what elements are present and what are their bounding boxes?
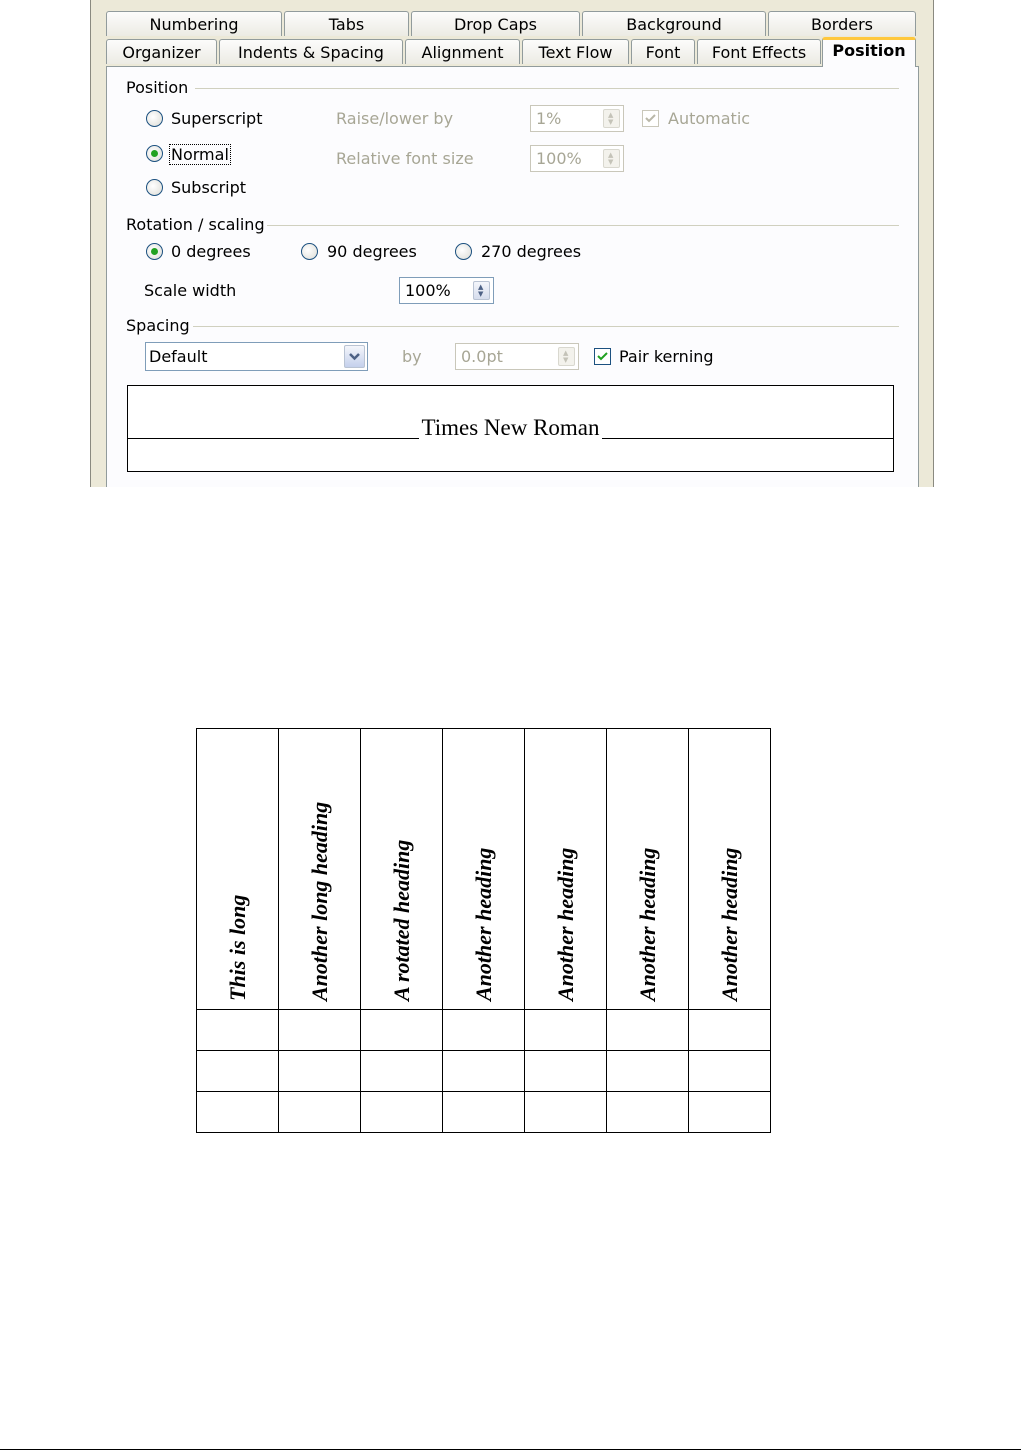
table-header-cell (607, 729, 689, 1010)
raise-lower-spinner[interactable] (530, 105, 624, 132)
scale-width-label: Scale width (144, 281, 237, 300)
relative-font-size-label: Relative font size (336, 149, 474, 168)
relative-font-size-value: 100% (536, 149, 582, 168)
table-cell (279, 1051, 361, 1092)
spacing-mode-select[interactable] (145, 342, 368, 371)
tab-numbering[interactable]: Numbering (106, 11, 282, 36)
table-cell (525, 1010, 607, 1051)
table-cell (361, 1051, 443, 1092)
tab-borders[interactable]: Borders (768, 11, 916, 36)
table-cell (361, 1010, 443, 1051)
spacing-by-label: by (402, 347, 422, 366)
superscript-label[interactable]: Superscript (171, 109, 263, 128)
spacing-by-value: 0.0pt (461, 347, 503, 366)
tab-text-flow[interactable]: Text Flow (522, 39, 629, 64)
table-cell (689, 1051, 771, 1092)
table-cell (607, 1010, 689, 1051)
table-cell (361, 1092, 443, 1133)
raise-lower-value: 1% (536, 109, 562, 128)
spacing-group-divider (193, 326, 899, 327)
subscript-radio[interactable] (146, 179, 163, 196)
tab-tabs[interactable]: Tabs (284, 11, 409, 36)
table-cell (525, 1051, 607, 1092)
subscript-label[interactable]: Subscript (171, 178, 247, 197)
tab-font[interactable]: Font (631, 39, 695, 64)
table-cell (197, 1092, 279, 1133)
rotation-0-radio[interactable] (146, 243, 163, 260)
tab-indents-spacing[interactable]: Indents & Spacing (219, 39, 403, 64)
preview-text: Times New Roman (421, 415, 600, 440)
chevron-down-icon[interactable] (344, 345, 365, 368)
scale-width-spinner[interactable] (399, 277, 494, 304)
tab-position[interactable]: Position (822, 37, 916, 67)
relative-font-size-spinner[interactable] (530, 145, 624, 172)
normal-radio[interactable] (146, 145, 163, 162)
table-cell (279, 1092, 361, 1133)
spinner-buttons[interactable]: ▲ ▼ (473, 281, 490, 300)
scale-width-value: 100% (405, 281, 451, 300)
table-header-cell (525, 729, 607, 1010)
table-row (197, 1010, 771, 1051)
spinner-buttons[interactable]: ▲ ▼ (558, 347, 575, 366)
table-cell (443, 1010, 525, 1051)
position-group-label: Position (126, 78, 189, 97)
table-cell (607, 1092, 689, 1133)
spacing-mode-value: Default (149, 347, 208, 366)
rotation-90-radio[interactable] (301, 243, 318, 260)
table-header-cell (197, 729, 279, 1010)
rotation-group-label: Rotation / scaling (126, 215, 265, 234)
rotation-270-label[interactable]: 270 degrees (481, 242, 582, 261)
spinner-buttons[interactable]: ▲ ▼ (603, 109, 620, 128)
table-row (197, 1051, 771, 1092)
rotated-heading: This is long (224, 894, 250, 1001)
tab-font-effects[interactable]: Font Effects (697, 39, 821, 64)
table-cell (607, 1051, 689, 1092)
rotated-heading: Another heading (716, 847, 742, 1001)
rotated-heading: Another heading (634, 847, 660, 1001)
position-group-divider (195, 88, 899, 89)
automatic-label[interactable]: Automatic (668, 109, 751, 128)
rotated-heading: Another heading (552, 847, 578, 1001)
table-cell (197, 1010, 279, 1051)
table-cell (689, 1010, 771, 1051)
rotated-heading: A rotated heading (388, 839, 414, 1001)
spacing-group-label: Spacing (126, 316, 190, 335)
table-row (197, 1092, 771, 1133)
table-header-cell (279, 729, 361, 1010)
rotation-0-label[interactable]: 0 degrees (171, 242, 251, 261)
raise-lower-label: Raise/lower by (336, 109, 454, 128)
automatic-checkbox[interactable] (642, 110, 659, 127)
rotation-270-radio[interactable] (455, 243, 472, 260)
table-cell (443, 1051, 525, 1092)
table-cell (197, 1051, 279, 1092)
rotated-heading: Another heading (470, 847, 496, 1001)
tab-background[interactable]: Background (582, 11, 766, 36)
pair-kerning-label[interactable]: Pair kerning (619, 347, 714, 366)
spacing-by-spinner[interactable] (455, 343, 579, 370)
rotation-90-label[interactable]: 90 degrees (327, 242, 417, 261)
table-cell (689, 1092, 771, 1133)
superscript-radio[interactable] (146, 110, 163, 127)
pair-kerning-checkbox[interactable] (594, 348, 611, 365)
rotated-heading-table (196, 728, 771, 1133)
character-dialog (90, 0, 934, 487)
table-header-row (197, 729, 771, 1010)
page-footer-rule (0, 1449, 1021, 1450)
table-header-cell (361, 729, 443, 1010)
rotated-heading: Another long heading (306, 801, 332, 1001)
tab-alignment[interactable]: Alignment (405, 39, 520, 64)
font-preview (127, 385, 894, 472)
tab-drop-caps[interactable]: Drop Caps (411, 11, 580, 36)
table-header-cell (443, 729, 525, 1010)
spinner-buttons[interactable]: ▲ ▼ (603, 149, 620, 168)
tab-organizer[interactable]: Organizer (106, 39, 217, 64)
checkmark-icon (644, 112, 657, 125)
table-cell (525, 1092, 607, 1133)
table-cell (279, 1010, 361, 1051)
checkmark-icon (596, 350, 609, 363)
rotation-group-divider (267, 225, 899, 226)
table-header-cell (689, 729, 771, 1010)
normal-label[interactable]: Normal (171, 145, 229, 164)
table-cell (443, 1092, 525, 1133)
